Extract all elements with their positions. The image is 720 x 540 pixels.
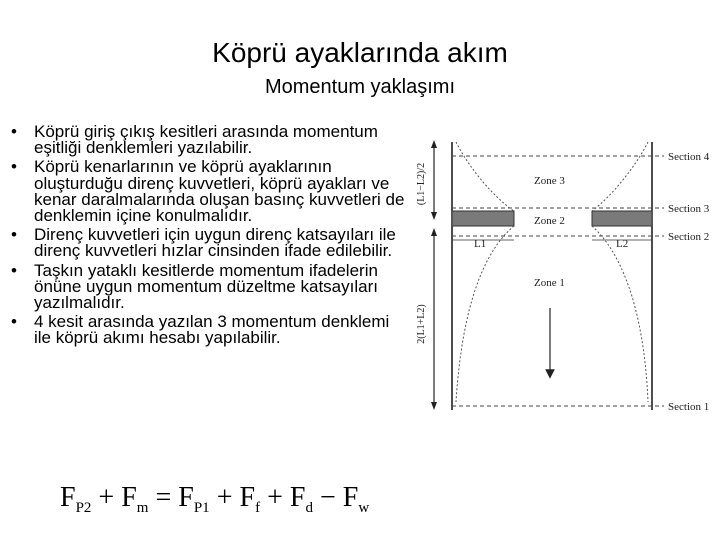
- eq-operator: +: [209, 482, 240, 513]
- eq-term-fp1: $F_{P1}$: [178, 482, 210, 516]
- bullet-icon: •: [11, 157, 17, 177]
- bullet-item: [4, 124, 408, 156]
- eq-term-fp2: $F_{P2}$: [60, 482, 92, 516]
- bullet-text: Köprü giriş çıkış kesitleri arasında momentum eşitliği denklemleri yazılabilir.: [34, 122, 378, 158]
- bullet-text: Direnç kuvvetleri için uygun direnç katsayıları ile direnç kuvvetleri hızlar cinsinden ifade edilebilir.: [34, 225, 396, 261]
- bridge-flow-diagram: [412, 136, 720, 422]
- section-1-label: Section 1: [668, 401, 710, 413]
- bullet-icon: •: [11, 225, 17, 245]
- momentum-equation: [60, 478, 369, 518]
- bullet-text: Köprü kenarlarının ve köprü ayaklarının oluşturduğu direnç kuvvetleri, köprü ayakları ve kenar daralmalarında oluşan basınç kuvvetleri de denklemin içine konulmalıdır.: [34, 157, 405, 226]
- dimension-arrow-icon: [431, 140, 437, 148]
- zone-2-label: Zone 2: [534, 215, 565, 227]
- right-abutment: [592, 211, 652, 226]
- eq-operator: =: [148, 482, 179, 513]
- bullet-text: 4 kesit arasında yazılan 3 momentum denklemi ile köprü akımı hesabı yapılabilir.: [34, 312, 390, 348]
- eq-operator: +: [260, 482, 290, 513]
- lower-right-flow-curve: [592, 226, 648, 402]
- eq-operator: +: [91, 482, 122, 513]
- bullet-item: [4, 227, 408, 259]
- upper-right-flow-curve: [592, 142, 648, 211]
- dimension-arrow-icon: [431, 212, 437, 220]
- dimension-arrow-icon: [431, 402, 437, 410]
- left-abutment: [452, 211, 514, 226]
- section-2-label: Section 2: [668, 231, 710, 243]
- bullet-icon: •: [11, 260, 17, 280]
- eq-term-fd: $F_d$: [289, 482, 313, 516]
- zone-1-label: Zone 1: [534, 277, 565, 289]
- bullet-item: [4, 159, 408, 224]
- section-3-label: Section 3: [668, 203, 710, 215]
- eq-term-fm: $F_m$: [121, 482, 149, 516]
- bullet-text: Taşkın yataklı kesitlerde momentum ifadelerin önüne uygun momentum düzeltme katsayıları yazılmalıdır.: [34, 260, 378, 313]
- bullet-item: [4, 314, 408, 346]
- lower-left-flow-curve: [456, 226, 514, 402]
- dimension-arrow-icon: [431, 228, 437, 236]
- bullet-icon: •: [11, 312, 17, 332]
- bullet-list: [4, 124, 408, 350]
- l1-label: L1: [474, 238, 487, 250]
- zone-3-label: Zone 3: [534, 175, 565, 187]
- slide-subtitle: Momentum yaklaşımı: [264, 76, 456, 98]
- upper-left-flow-curve: [456, 142, 514, 211]
- l2-label: L2: [616, 238, 629, 250]
- slide-title: Köprü ayaklarında akım: [212, 37, 508, 68]
- bullet-icon: •: [11, 122, 17, 141]
- upper-length-label: (L1−L2)/2: [416, 162, 427, 206]
- eq-operator: −: [312, 482, 343, 513]
- eq-term-fw: $F_w$: [342, 482, 370, 516]
- bullet-item: [4, 260, 408, 313]
- section-4-label: Section 4: [668, 151, 710, 163]
- lower-length-label: 2(L1+L2): [416, 304, 427, 344]
- eq-term-ff: $F_f$: [239, 482, 261, 516]
